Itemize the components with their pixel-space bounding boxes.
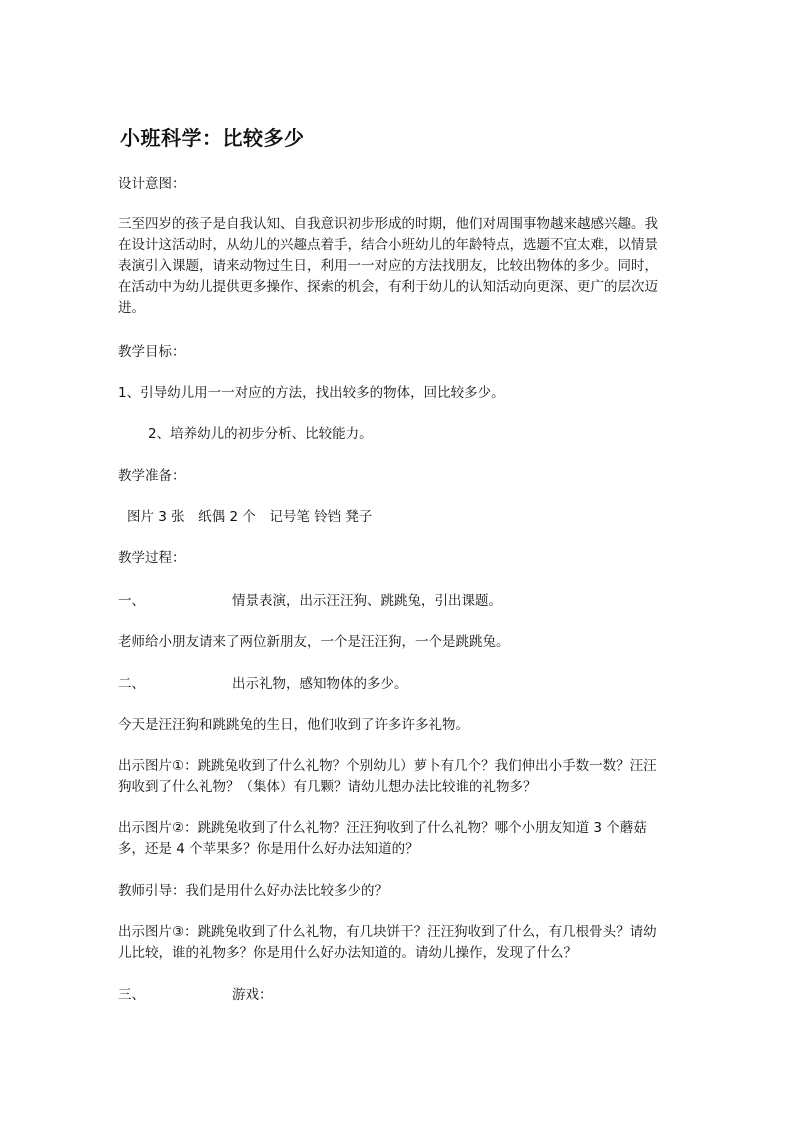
- design-intent-line: 进。: [118, 300, 145, 316]
- design-intent-line: 在活动中为幼儿提供更多操作、探索的机会，有利于幼儿的认知活动向更深、更广的层次迈: [118, 279, 658, 295]
- process-heading: 教学过程：: [118, 550, 186, 566]
- step-2-detail: 今天是汪汪狗和跳跳兔的生日，他们收到了许多许多礼物。: [118, 717, 469, 733]
- step-3-text: 游戏：: [232, 987, 273, 1003]
- step-1-number: 一、: [118, 593, 145, 609]
- step-3: [118, 985, 678, 1006]
- step-2-text: 出示礼物，感知物体的多少。: [232, 676, 408, 692]
- step-1-detail: 老师给小朋友请来了两位新朋友，一个是汪汪狗，一个是跳跳兔。: [118, 634, 510, 650]
- picture-2-paragraph: [118, 818, 678, 860]
- goal-item-2: 2、培养幼儿的初步分析、比较能力。: [148, 426, 373, 442]
- picture-3-line: 儿比较，谁的礼物多？你是用什么好办法知道的。请幼儿操作，发现了什么？: [118, 945, 577, 961]
- step-1-text: 情景表演，出示汪汪狗、跳跳兔，引出课题。: [232, 593, 502, 609]
- picture-1-line: 狗收到了什么礼物？（集体）有几颗？请幼儿想办法比较谁的礼物多？: [118, 779, 537, 795]
- step-3-number: 三、: [118, 987, 145, 1003]
- picture-2-line: 出示图片②：跳跳兔收到了什么礼物？汪汪狗收到了什么礼物？哪个小朋友知道 3 个蘑菇: [118, 820, 647, 836]
- picture-3-line: 出示图片③：跳跳兔收到了什么礼物，有几块饼干？汪汪狗收到了什么，有几根骨头？请幼: [118, 924, 657, 940]
- step-1: [118, 591, 678, 612]
- picture-1-paragraph: [118, 756, 678, 798]
- picture-2-line: 多，还是 4 个苹果多？你是用什么好办法知道的？: [118, 841, 419, 857]
- design-intent-heading: 设计意图：: [118, 176, 186, 192]
- goal-item-1: 1、引导幼儿用一一对应的方法，找出较多的物体，回比较多少。: [118, 385, 505, 401]
- step-2: [118, 674, 678, 695]
- design-intent-line: 表演引入课题，请来动物过生日，利用一一对应的方法找朋友，比较出物体的多少。同时，: [118, 258, 658, 274]
- picture-1-line: 出示图片①：跳跳兔收到了什么礼物？个别幼儿）萝卜有几个？我们伸出小手数一数？汪汪: [118, 758, 657, 774]
- document-title: 小班科学：比较多少: [120, 126, 305, 150]
- design-intent-line: 在设计这活动时，从幼儿的兴趣点着手，结合小班幼儿的年龄特点，选题不宜太难，以情景: [118, 237, 658, 253]
- design-intent-paragraph: [118, 214, 678, 319]
- goals-heading: 教学目标：: [118, 344, 186, 360]
- prep-heading: 教学准备：: [118, 468, 186, 484]
- design-intent-line: 三至四岁的孩子是自我认知、自我意识初步形成的时期，他们对周围事物越来越感兴趣。我: [118, 216, 658, 232]
- picture-3-paragraph: [118, 922, 678, 964]
- teacher-guide: 教师引导：我们是用什么好办法比较多少的？: [118, 883, 388, 899]
- prep-items: 图片 3 张 纸偶 2 个 记号笔 铃铛 凳子: [127, 509, 373, 525]
- step-2-number: 二、: [118, 676, 145, 692]
